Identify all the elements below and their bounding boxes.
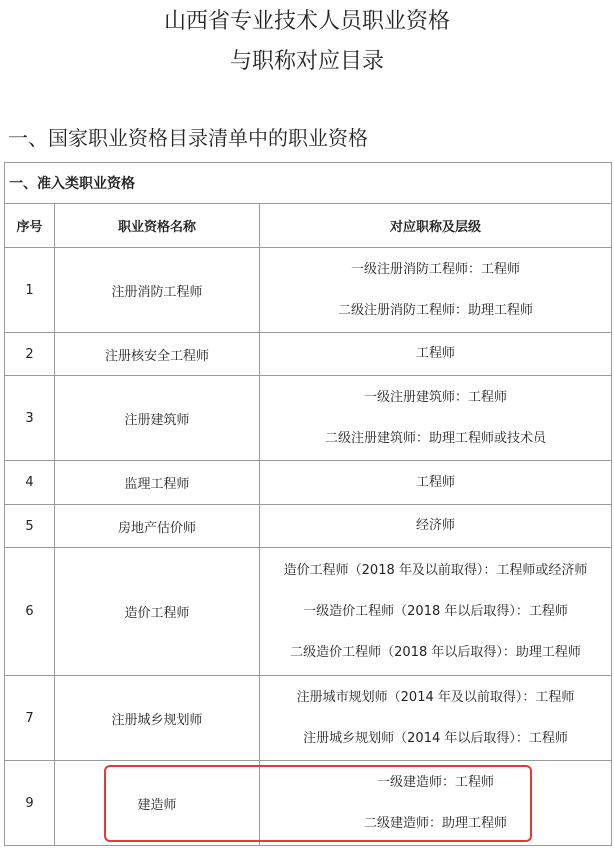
table-row (5, 505, 612, 548)
title-line: 一级注册消防工程师：工程师 (351, 261, 521, 277)
title-line: 二级造价工程师（2018 年以后取得）：助理工程师 (290, 644, 581, 660)
qualification-name: 注册核安全工程师 (55, 333, 260, 376)
qualification-table (4, 162, 612, 846)
title-line: 注册城乡规划师（2014 年以后取得）：工程师 (303, 730, 568, 746)
document-title-line1: 山西省专业技术人员职业资格 (163, 9, 450, 34)
title-line: 二级注册消防工程师：助理工程师 (338, 302, 534, 318)
qualification-name: 注册消防工程师 (55, 248, 260, 333)
table-row (5, 248, 612, 333)
row-number: 4 (5, 461, 55, 505)
title-line: 经济师 (416, 518, 456, 533)
section-heading: 一、国家职业资格目录清单中的职业资格 (8, 126, 368, 150)
title-cell (260, 376, 612, 461)
row-number: 2 (5, 333, 55, 376)
table-row (5, 333, 612, 376)
title-line: 一级注册建筑师：工程师 (364, 389, 508, 405)
title-line: 工程师 (416, 474, 456, 490)
qualification-name: 造价工程师 (55, 548, 260, 676)
table-row (5, 761, 612, 846)
table-row (5, 461, 612, 505)
column-header-name: 职业资格名称 (55, 204, 260, 248)
title-cell (260, 461, 612, 505)
title-cell (260, 248, 612, 333)
column-header-titles: 对应职称及层级 (260, 204, 612, 248)
title-line: 工程师 (416, 346, 456, 361)
header-row (5, 204, 612, 248)
category-row (5, 163, 612, 204)
title-cell (260, 548, 612, 676)
title-line: 造价工程师（2018 年及以前取得）：工程师或经济师 (283, 562, 588, 578)
qualification-name: 房地产估价师 (55, 505, 260, 548)
row-number: 7 (5, 676, 55, 761)
table-row (5, 376, 612, 461)
qualification-name: 监理工程师 (55, 461, 260, 505)
table-row (5, 676, 612, 761)
title-line: 注册城市规划师（2014 年及以前取得）：工程师 (296, 689, 575, 705)
title-line: 一级造价工程师（2018 年以后取得）：工程师 (303, 603, 568, 619)
row-number: 1 (5, 248, 55, 333)
table-row (5, 548, 612, 676)
title-cell (260, 676, 612, 761)
title-line: 一级建造师：工程师 (377, 774, 495, 790)
title-cell (260, 505, 612, 548)
title-line: 二级建造师：助理工程师 (364, 815, 508, 831)
row-number: 5 (5, 505, 55, 548)
category-label: 一、准入类职业资格 (5, 163, 612, 204)
qualification-name: 建造师 (55, 761, 260, 846)
row-number: 3 (5, 376, 55, 461)
title-cell (260, 761, 612, 846)
qualification-name: 注册城乡规划师 (55, 676, 260, 761)
document-title-line2: 与职称对应目录 (229, 49, 384, 74)
qualification-name: 注册建筑师 (55, 376, 260, 461)
title-cell (260, 333, 612, 376)
title-line: 二级注册建筑师：助理工程师或技术员 (325, 430, 547, 446)
column-header-number: 序号 (5, 204, 55, 248)
row-number: 9 (5, 761, 55, 846)
row-number: 6 (5, 548, 55, 676)
